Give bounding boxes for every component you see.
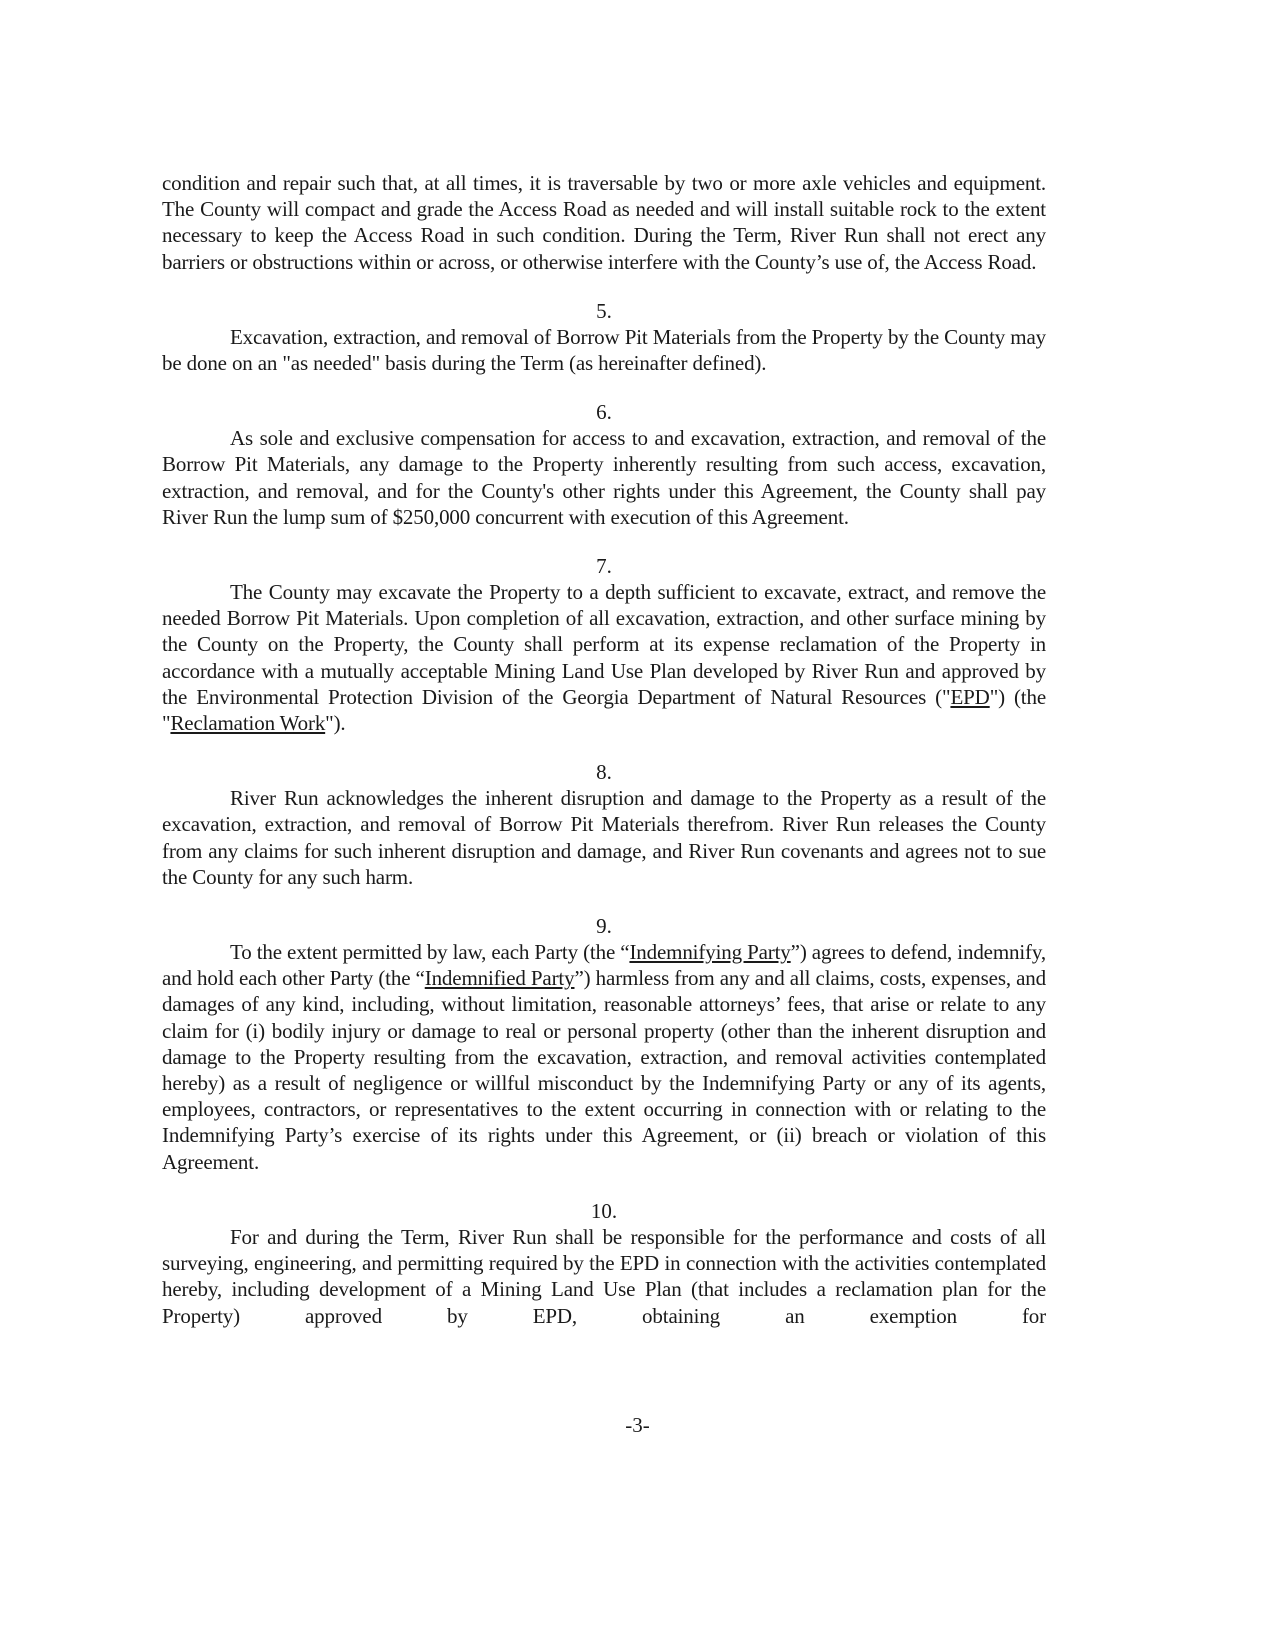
section-number-7: 7.: [596, 554, 612, 579]
section-6-paragraph: As sole and exclusive compensation for access to and excavation, extraction, and removal of the Borrow Pit Materials, any damage to the Property inherently resulting from such access, excavation, extraction, and removal, and for the County's other rights under this Agreement, the County shall pay River Run the lump sum of $250,000 concurrent with execution of this Agreement.: [162, 426, 1046, 529]
section-number-10: 10.: [590, 1198, 618, 1223]
section-9-paragraph: [162, 939, 1046, 1175]
defined-term-epd: EPD: [950, 684, 990, 709]
section-8-paragraph: River Run acknowledges the inherent disruption and damage to the Property as a result of the excavation, extraction, and removal of Borrow Pit Materials therefrom. River Run releases the County from any claims for such inherent disruption and damage, and River Run covenants and agrees not to sue the County for any such harm.: [162, 786, 1046, 889]
defined-term-indemnified-party: Indemnified Party: [424, 966, 575, 991]
section-7-text-middle: ") (the ": [162, 684, 1046, 736]
section-7-text-after: ").: [325, 711, 346, 736]
section-5-paragraph: Excavation, extraction, and removal of Borrow Pit Materials from the Property by the County may be done on an "as needed" basis during the Term (as hereinafter defined).: [162, 324, 1046, 376]
section-number-8: 8.: [596, 760, 612, 785]
page-number: -3-: [625, 1413, 650, 1437]
section-10-paragraph: For and during the Term, River Run shall be responsible for the performance and costs of all surveying, engineering, and permitting required by the EPD in connection with the activities contemplated hereby, including development of a Mining Land Use Plan (that includes a reclamation plan for the Property) approved by EPD, obtaining an exemption for: [162, 1224, 1046, 1328]
section-number-9: 9.: [596, 914, 612, 939]
section-9-text-after: ”) harmless from any and all claims, costs, expenses, and damages of any kind, including, without limitation, reasonable attorneys’ fees, that arise or relate to any claim for (i) bodily injury or damage to real or personal property (other than the inherent disruption and damage to the Property resulting from the excavation, extraction, and removal activities contemplated hereby) as a result of negligence or willful misconduct by the Indemnifying Party or any of its agents, employees, contractors, or representatives to the extent occurring in connection with or relating to the Indemnifying Party’s exercise of its rights under this Agreement, or (ii) breach or violation of this Agreement.: [162, 966, 1046, 1174]
section-number-5: 5.: [596, 298, 612, 323]
section-7-text-before: The County may excavate the Property to a depth sufficient to excavate, extract, and remove the needed Borrow Pit Materials. Upon completion of all excavation, extraction, and other surface mining by the County on the Property, the County shall perform at its expense reclamation of the Property in accordance with a mutually acceptable Mining Land Use Plan developed by River Run and approved by the Environmental Protection Division of the Georgia Department of Natural Resources (": [162, 580, 1046, 709]
section-number-6: 6.: [596, 400, 612, 425]
section-9-text-middle: ”) agrees to defend, indemnify, and hold each other Party (the “: [162, 940, 1046, 991]
defined-term-reclamation-work: Reclamation Work: [170, 711, 326, 736]
defined-term-indemnifying-party: Indemnifying Party: [629, 940, 791, 965]
continuation-paragraph: condition and repair such that, at all times, it is traversable by two or more axle vehicles and equipment. The County will compact and grade the Access Road as needed and will install suitable rock to the extent necessary to keep the Access Road in such condition. During the Term, River Run shall not erect any barriers or obstructions within or across, or otherwise interfere with the County’s use of, the Access Road.: [162, 171, 1046, 274]
document-page: [162, 170, 1046, 1329]
section-7-paragraph: [162, 579, 1046, 736]
section-9-text-before: To the extent permitted by law, each Party (the “: [230, 940, 630, 965]
